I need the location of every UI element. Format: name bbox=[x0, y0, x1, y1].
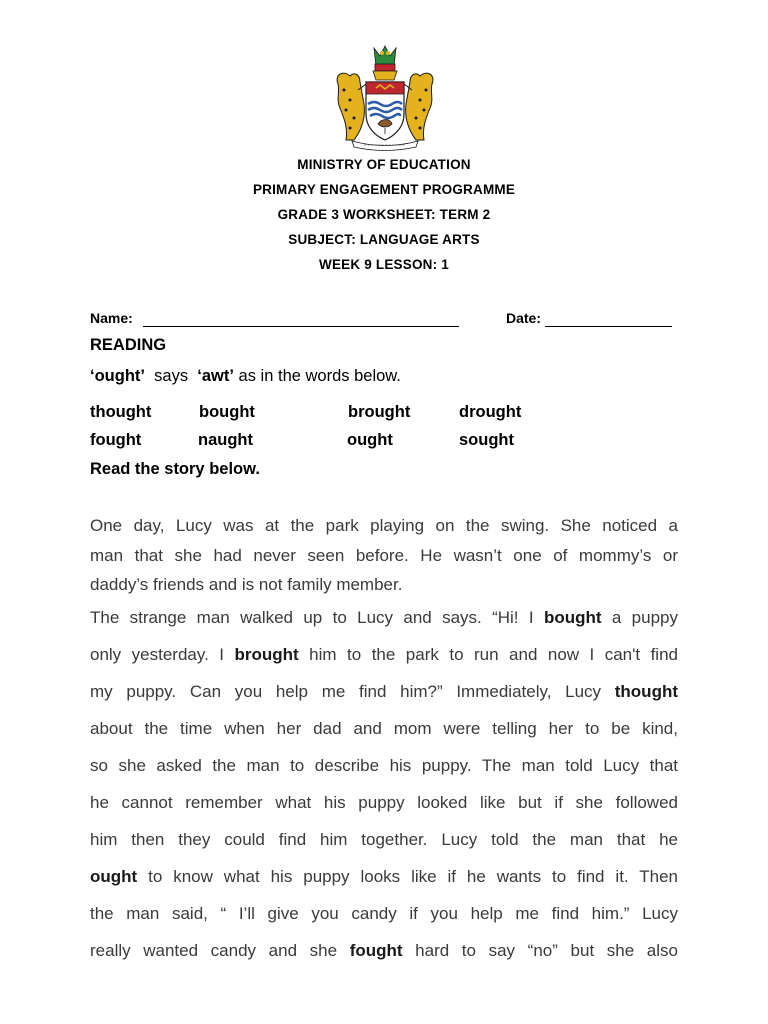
story-line: only yesterday. I brought him to the park to run and now I can't find bbox=[90, 645, 678, 664]
story-line: daddy’s friends and is not family member. bbox=[90, 575, 403, 594]
awt-word: ‘awt’ bbox=[197, 367, 234, 385]
word-item: naught bbox=[198, 431, 253, 449]
jaguar-left-icon bbox=[337, 73, 366, 140]
word-item: drought bbox=[459, 403, 522, 421]
subject-title: SUBJECT: LANGUAGE ARTS bbox=[288, 232, 480, 247]
story-line: he cannot remember what his puppy looked like but if she followed bbox=[90, 793, 678, 812]
keyword-thought: thought bbox=[614, 682, 678, 701]
word-item: bought bbox=[199, 403, 255, 421]
instruction: Read the story below. bbox=[90, 460, 260, 478]
word-item: thought bbox=[90, 403, 152, 421]
coat-of-arms-icon bbox=[330, 44, 440, 152]
story-line: the man said, “ I’ll give you candy if you help me find him.” Lucy bbox=[90, 904, 678, 923]
story-line: about the time when her dad and mom were telling her to be kind, bbox=[90, 719, 678, 738]
shield-icon bbox=[366, 82, 404, 140]
headdress-icon bbox=[374, 46, 396, 71]
lesson-title: WEEK 9 LESSON: 1 bbox=[319, 257, 449, 272]
programme-title: PRIMARY ENGAGEMENT PROGRAMME bbox=[252, 182, 516, 197]
story-line: so she asked the man to describe his puppy. The man told Lucy that bbox=[90, 756, 678, 775]
section-title: READING bbox=[90, 336, 167, 354]
phonics-rule bbox=[90, 367, 401, 386]
keyword-ought: ought bbox=[90, 867, 138, 886]
story-line: my puppy. Can you help me find him?” Immediately, Lucy thought bbox=[90, 682, 678, 701]
phonics-rule-rest: as in the words below. bbox=[238, 367, 401, 385]
word-item: ought bbox=[347, 431, 393, 449]
story-line: really wanted candy and she fought hard to say “no” but she also bbox=[90, 941, 678, 960]
word-item: fought bbox=[90, 431, 142, 449]
ministry-title: MINISTRY OF EDUCATION bbox=[297, 157, 471, 172]
name-label: Name: bbox=[90, 310, 133, 326]
says-word: says bbox=[154, 367, 189, 385]
word-item: brought bbox=[348, 403, 411, 421]
date-field[interactable] bbox=[545, 326, 672, 327]
worksheet-title: GRADE 3 WORKSHEET: TERM 2 bbox=[277, 207, 491, 222]
keyword-bought: bought bbox=[543, 608, 602, 627]
story-line: ought to know what his puppy looks like if he wants to find it. Then bbox=[90, 867, 678, 886]
word-item: sought bbox=[459, 431, 514, 449]
story-line: him then they could find him together. Lucy told the man that he bbox=[90, 830, 678, 849]
story-line: The strange man walked up to Lucy and says. “Hi! I bought a puppy bbox=[90, 608, 678, 627]
keyword-fought: fought bbox=[349, 941, 403, 960]
name-field[interactable] bbox=[143, 326, 459, 327]
date-label: Date: bbox=[506, 310, 542, 326]
story-line: One day, Lucy was at the park playing on the swing. She noticed a bbox=[90, 516, 678, 535]
story-line: man that she had never seen before. He wasn’t one of mommy’s or bbox=[90, 546, 678, 565]
keyword-brought: brought bbox=[234, 645, 299, 664]
ought-word: ‘ought’ bbox=[90, 367, 145, 385]
jaguar-right-icon bbox=[404, 73, 433, 140]
